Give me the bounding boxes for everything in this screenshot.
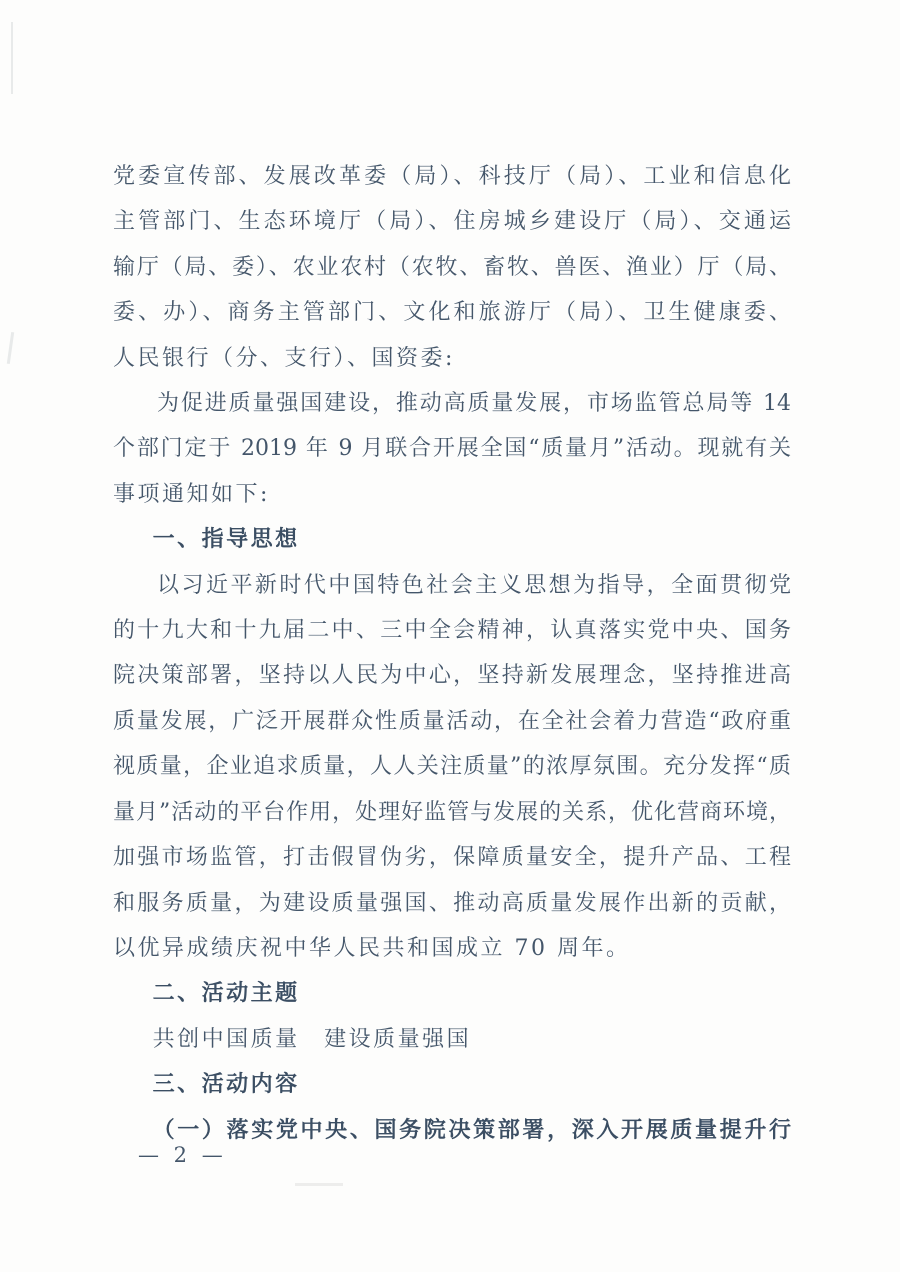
text-line: 和服务质量，为建设质量强国、推动高质量发展作出新的贡献， [113,890,791,916]
text-line: 个部门定于 2019 年 9 月联合开展全国“质量月”活动。现就有关 [113,436,791,462]
text-line: 量月”活动的平台作用，处理好监管与发展的关系，优化营商环境， [113,799,791,825]
text-line: 党委宣传部、发展改革委（局）、科技厅（局）、工业和信息化 [113,164,791,189]
text-line: 视质量，企业追求质量，人人关注质量”的浓厚氛围。充分发挥“质 [113,754,791,780]
text-line: 一、指导思想 [152,527,300,553]
text-line: 共创中国质量 建设质量强国 [152,1026,472,1052]
scan-artifact [11,22,13,94]
text-line: 为促进质量强国建设，推动高质量发展，市场监管总局等 14 [157,391,791,417]
text-line: 人民银行（分、支行）、国资委: [113,345,455,371]
text-line: 加强市场监管，打击假冒伪劣，保障质量安全，提升产品、工程 [113,845,791,871]
text-line: 以优异成绩庆祝中华人民共和国成立 70 周年。 [113,935,631,961]
text-line: 输厅（局、委）、农业农村（农牧、畜牧、兽医、渔业）厅（局、 [113,254,791,280]
text-line: 二、活动主题 [152,981,300,1007]
page-number: — 2 — [138,1143,227,1167]
scan-artifact [7,332,14,364]
text-line: 委、办）、商务主管部门、文化和旅游厅（局）、卫生健康委、 [113,300,791,326]
text-line: 主管部门、生态环境厅（局）、住房城乡建设厅（局）、交通运 [113,209,791,235]
text-line: 以习近平新时代中国特色社会主义思想为指导，全面贯彻党 [157,572,791,598]
text-line: （一）落实党中央、国务院决策部署，深入开展质量提升行 [152,1117,791,1143]
text-line: 院决策部署，坚持以人民为中心，坚持新发展理念，坚持推进高 [113,663,791,689]
text-line: 事项通知如下: [113,481,270,507]
text-line: 质量发展，广泛开展群众性质量活动，在全社会着力营造“政府重 [113,708,791,734]
text-line: 的十九大和十九届二中、三中全会精神，认真落实党中央、国务 [113,618,791,644]
document-body [113,154,791,1153]
text-line: 三、活动内容 [152,1072,300,1098]
scan-artifact [295,1183,343,1186]
